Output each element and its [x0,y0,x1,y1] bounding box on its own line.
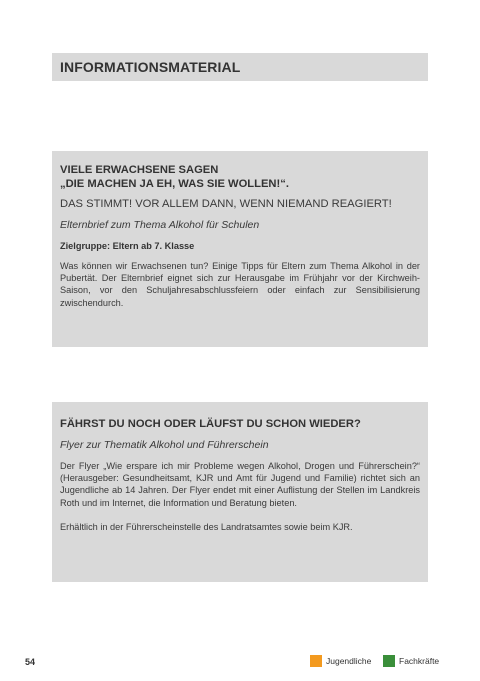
box-body-text: Was können wir Erwachsenen tun? Einige Tipps für Eltern zum Thema Alkohol in der Pubertät. Der Elternbrief eignet sich zur Herausgabe im Frühjahr vor der Kirchweih-Saison, vor den Schuljahresabschlussfeiern oder einfach zur Sensibilisierung zwischendurch. [60,261,420,308]
legend-label: Jugendliche [326,656,372,666]
box-heading-line2: „DIE MACHEN JA EH, WAS SIE WOLLEN!“. [60,178,289,190]
box-heading: FÄHRST DU NOCH ODER LÄUFST DU SCHON WIEDER? [60,418,361,430]
box-italic-title: Flyer zur Thematik Alkohol und Führerschein [60,439,269,451]
legend-item-fachkraefte [383,655,439,667]
legend-label: Fachkräfte [399,656,440,666]
target-group: Zielgruppe: Eltern ab 7. Klasse [60,241,195,251]
info-box-flyer [52,402,428,582]
legend-swatch-orange [310,655,322,667]
box-body-text: Der Flyer „Wie erspare ich mir Probleme wegen Alkohol, Drogen und Führerschein?“ (Herausgeber: Gesundheitsamt, KJR und Amt für Jugend und Familie) richtet sich an Jugendliche ab 14 Jahren. Der Flyer endet mit einer Auflistung der Stellen im Landkreis Roth und im Internet, die Information und Beratung bieten. [60,461,420,508]
info-box-elternbrief [52,151,428,347]
box-italic-title: Elternbrief zum Thema Alkohol für Schulen [60,219,260,231]
box-heading-line1: VIELE ERWACHSENE SAGEN [60,164,219,176]
page-number: 54 [25,657,36,667]
page-title: INFORMATIONSMATERIAL [60,59,241,75]
box-availability-text: Erhältlich in der Führerscheinstelle des Landratsamtes sowie beim KJR. [60,521,353,532]
box-subheading: DAS STIMMT! VOR ALLEM DANN, WENN NIEMAND REAGIERT! [60,198,392,210]
section-header-bar [52,53,428,81]
legend-swatch-green [383,655,395,667]
legend-item-jugendliche [310,655,371,667]
